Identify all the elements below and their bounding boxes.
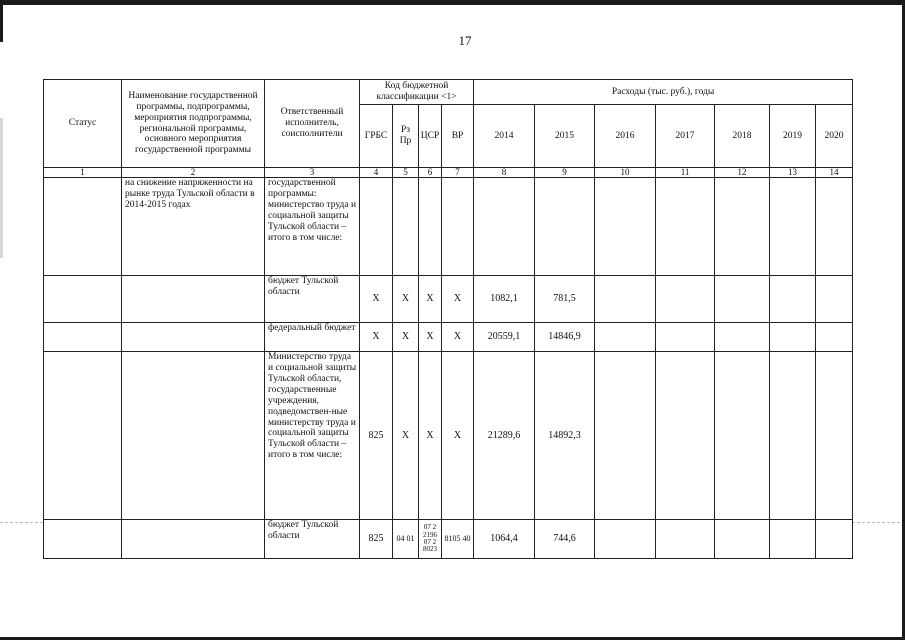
- program-name-cell: [122, 520, 265, 559]
- expense-cell: [816, 178, 853, 276]
- header-csr: ЦСР: [419, 105, 442, 168]
- header-year: 2015: [535, 105, 595, 168]
- column-number: 8: [474, 168, 535, 178]
- header-rzpr: Рз Пр: [393, 105, 419, 168]
- status-cell: [44, 520, 122, 559]
- header-executor: Ответственный исполнитель, соисполнители: [265, 80, 360, 168]
- expense-cell: [770, 276, 816, 323]
- column-number: 6: [419, 168, 442, 178]
- table-row: [44, 276, 853, 323]
- header-status: Статус: [44, 80, 122, 168]
- program-name-cell: [122, 352, 265, 520]
- grbs-cell: X: [360, 323, 393, 352]
- scan-edge-left-faint: [0, 118, 3, 258]
- executor-cell: Министерство труда и социальной защиты Тульской области, государственные учреждения, подведомствен-ные министерству труда и социальной защиты Тульской области – итого в том числе:: [265, 352, 360, 520]
- scan-edge-top: [0, 0, 905, 5]
- executor-cell: государственной программы: министерство труда и социальной защиты Тульской области – итого в том числе:: [265, 178, 360, 276]
- expense-cell: [595, 323, 656, 352]
- expense-cell: 14892,3: [535, 352, 595, 520]
- csr-cell: X: [419, 276, 442, 323]
- expense-cell: [816, 520, 853, 559]
- executor-cell: федеральный бюджет: [265, 323, 360, 352]
- expense-cell: [595, 520, 656, 559]
- rzpr-cell: X: [393, 323, 419, 352]
- header-vr: ВР: [442, 105, 474, 168]
- expense-cell: [715, 352, 770, 520]
- table-row: [44, 352, 853, 520]
- executor-cell: бюджет Тульской области: [265, 520, 360, 559]
- vr-cell: X: [442, 323, 474, 352]
- scan-artifact-line: [852, 522, 900, 523]
- table-row: [44, 520, 853, 559]
- expense-cell: 14846,9: [535, 323, 595, 352]
- scan-edge-left: [0, 0, 3, 42]
- header-year: 2020: [816, 105, 853, 168]
- expense-cell: [715, 178, 770, 276]
- status-cell: [44, 352, 122, 520]
- header-budget-code: Код бюджетной классификации <1>: [360, 80, 474, 105]
- executor-cell: бюджет Тульской области: [265, 276, 360, 323]
- header-year: 2017: [656, 105, 715, 168]
- program-name-cell: [122, 276, 265, 323]
- expense-cell: [656, 520, 715, 559]
- column-number: 9: [535, 168, 595, 178]
- rzpr-cell: [393, 178, 419, 276]
- csr-cell: X: [419, 352, 442, 520]
- column-number: 4: [360, 168, 393, 178]
- header-expenses: Расходы (тыс. руб.), годы: [474, 80, 853, 105]
- csr-cell: X: [419, 323, 442, 352]
- header-year: 2018: [715, 105, 770, 168]
- status-cell: [44, 276, 122, 323]
- table-header-row: [44, 80, 853, 105]
- expense-cell: [816, 323, 853, 352]
- expense-cell: [770, 178, 816, 276]
- expense-cell: [770, 352, 816, 520]
- expense-cell: 1082,1: [474, 276, 535, 323]
- vr-cell: 8105 40: [442, 520, 474, 559]
- page-number: 17: [458, 33, 472, 48]
- expense-cell: [715, 520, 770, 559]
- rzpr-cell: X: [393, 352, 419, 520]
- expense-cell: [595, 276, 656, 323]
- rzpr-cell: 04 01: [393, 520, 419, 559]
- header-year: 2014: [474, 105, 535, 168]
- expense-cell: 781,5: [535, 276, 595, 323]
- column-number: 5: [393, 168, 419, 178]
- expense-cell: [715, 276, 770, 323]
- expense-cell: [770, 323, 816, 352]
- expense-cell: [715, 323, 770, 352]
- column-number: 2: [122, 168, 265, 178]
- expense-cell: [474, 178, 535, 276]
- table-row: [44, 323, 853, 352]
- header-year: 2016: [595, 105, 656, 168]
- vr-cell: X: [442, 352, 474, 520]
- expense-cell: [816, 352, 853, 520]
- budget-table: [43, 79, 853, 559]
- header-name: Наименование государственной программы, подпрограммы, мероприятия подпрограммы, региональной программы, основного мероприятия государственной программы: [122, 80, 265, 168]
- table-row: [44, 178, 853, 276]
- status-cell: [44, 323, 122, 352]
- column-number: 1: [44, 168, 122, 178]
- expense-cell: [656, 352, 715, 520]
- expense-cell: [656, 323, 715, 352]
- header-grbs: ГРБС: [360, 105, 393, 168]
- column-number: 3: [265, 168, 360, 178]
- header-year: 2019: [770, 105, 816, 168]
- vr-cell: X: [442, 276, 474, 323]
- column-number: 10: [595, 168, 656, 178]
- rzpr-cell: X: [393, 276, 419, 323]
- expense-cell: [656, 276, 715, 323]
- grbs-cell: 825: [360, 352, 393, 520]
- grbs-cell: [360, 178, 393, 276]
- column-number: 11: [656, 168, 715, 178]
- expense-cell: [816, 276, 853, 323]
- csr-cell: [419, 178, 442, 276]
- expense-cell: 21289,6: [474, 352, 535, 520]
- status-cell: [44, 178, 122, 276]
- column-number: 7: [442, 168, 474, 178]
- program-name-cell: [122, 323, 265, 352]
- expense-cell: 1064,4: [474, 520, 535, 559]
- scan-artifact-line: [0, 522, 43, 523]
- column-number: 14: [816, 168, 853, 178]
- column-number: 12: [715, 168, 770, 178]
- expense-cell: [656, 178, 715, 276]
- expense-cell: 20559,1: [474, 323, 535, 352]
- expense-cell: 744,6: [535, 520, 595, 559]
- grbs-cell: X: [360, 276, 393, 323]
- csr-cell: 07 2 2196 07 2 8023: [419, 520, 442, 559]
- column-number: 13: [770, 168, 816, 178]
- expense-cell: [595, 178, 656, 276]
- vr-cell: [442, 178, 474, 276]
- grbs-cell: 825: [360, 520, 393, 559]
- program-name-cell: на снижение напряженности на рынке труда Тульской области в 2014-2015 годах: [122, 178, 265, 276]
- expense-cell: [770, 520, 816, 559]
- column-number-row: [44, 168, 853, 178]
- expense-cell: [595, 352, 656, 520]
- expense-cell: [535, 178, 595, 276]
